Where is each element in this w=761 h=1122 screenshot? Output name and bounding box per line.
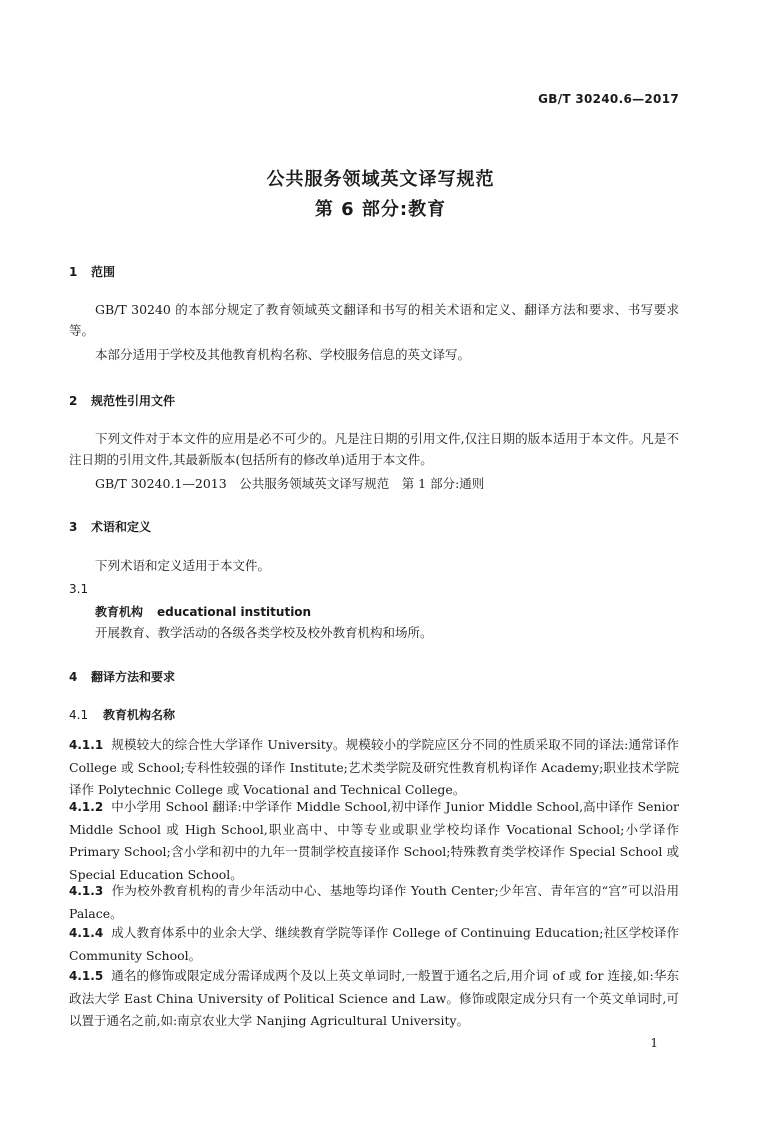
clause-4-1-1 <box>69 734 679 802</box>
document-title: 公共服务领域英文译写规范 <box>266 169 495 190</box>
section-1-paragraph-1: GB/T 30240 的本部分规定了教育领域英文翻译和书写的相关术语和定义、翻译方法和要求、书写要求等。 <box>69 302 679 338</box>
subsection-4-1-heading <box>69 706 175 723</box>
standard-code: GB/T 30240.6—2017 <box>538 92 679 106</box>
clause-text: 通名的修饰或限定成分需译成两个及以上英文单词时,一般置于通名之后,用介词 of 或 for 连接,如:华东政法大学 East China University of Political Science and Law。修饰或限定成分只有一个英文单词时,可以置于通名之前,如:南京农业大学 Nanjing Agricultural University。 <box>69 968 679 1028</box>
section-number: 3 <box>69 520 78 534</box>
clause-4-1-5 <box>69 965 679 1033</box>
clause-text: 成人教育体系中的业余大学、继续教育学院等译作 College of Continuing Education;社区学校译作 Community School。 <box>69 925 679 963</box>
section-3-intro: 下列术语和定义适用于本文件。 <box>95 558 271 573</box>
section-title: 范围 <box>91 265 116 279</box>
clause-number: 4.1.1 <box>69 738 104 752</box>
clause-number: 4.1.2 <box>69 800 104 814</box>
section-number: 4 <box>69 670 78 684</box>
clause-text: 中小学用 School 翻译:中学译作 Middle School,初中译作 Junior Middle School,高中译作 Senior Middle School 或 High School,职业高中、中等专业或职业学校均译作 Vocational School;小学译作 Primary School;含小学和初中的九年一贯制学校直接译作 School;特殊教育类学校译作 Special School 或 Special Education School。 <box>69 799 679 882</box>
document-subtitle: 第 6 部分:教育 <box>314 199 447 220</box>
clause-text: 作为校外教育机构的青少年活动中心、基地等均译作 Youth Center;少年宫、青年宫的“宫”可以沿用 Palace。 <box>69 883 679 921</box>
section-1-paragraph-2: 本部分适用于学校及其他教育机构名称、学校服务信息的英文译写。 <box>95 347 471 362</box>
clause-number: 4.1.5 <box>69 969 104 983</box>
section-number: 1 <box>69 265 78 279</box>
term-entry <box>95 603 311 620</box>
clause-4-1-3 <box>69 880 679 925</box>
section-1-heading <box>69 263 115 280</box>
term-number: 3.1 <box>69 582 89 596</box>
section-number: 2 <box>69 394 78 408</box>
subsection-title: 教育机构名称 <box>103 708 176 722</box>
clause-4-1-4 <box>69 922 679 967</box>
section-2-paragraph-1: 下列文件对于本文件的应用是必不可少的。凡是注日期的引用文件,仅注日期的版本适用于本文件。凡是不注日期的引用文件,其最新版本(包括所有的修改单)适用于本文件。 <box>69 431 679 467</box>
clause-text: 规模较大的综合性大学译作 University。规模较小的学院应区分不同的性质采取不同的译法:通常译作 College 或 School;专科性较强的译作 Institute;艺术类学院及研究性教育机构译作 Academy;职业技术学院译作 Polytechnic College 或 Vocational and Technical College。 <box>69 737 679 797</box>
term-english: educational institution <box>157 605 312 619</box>
clause-number: 4.1.4 <box>69 926 104 940</box>
clause-number: 4.1.3 <box>69 884 104 898</box>
section-3-heading <box>69 518 151 535</box>
clause-4-1-2 <box>69 796 679 886</box>
section-4-heading <box>69 668 175 685</box>
term-definition: 开展教育、教学活动的各级各类学校及校外教育机构和场所。 <box>95 625 433 640</box>
term-chinese: 教育机构 <box>95 605 144 619</box>
section-title: 翻译方法和要求 <box>91 670 176 684</box>
page-number: 1 <box>650 1036 658 1050</box>
section-2-heading <box>69 392 175 409</box>
normative-reference: GB/T 30240.1—2013 公共服务领域英文译写规范 第 1 部分:通则 <box>95 476 485 491</box>
section-title: 规范性引用文件 <box>91 394 176 408</box>
section-title: 术语和定义 <box>91 520 152 534</box>
subsection-number: 4.1 <box>69 708 89 722</box>
